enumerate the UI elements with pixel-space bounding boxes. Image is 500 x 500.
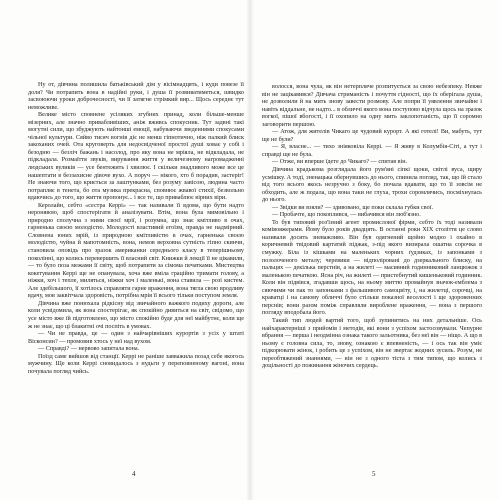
- paragraph: — Атож, для жителів Чикаго це чудовий курорт. А які готелі! Ви, мабуть, тут ще не були?: [262, 129, 482, 143]
- paragraph: волосся, вона чула, як він нетерпляче розпитується за свою небезпеку. Невже він не зацікавився? Дівчача стриманість і почуття гідності, що їх оберігала душа, не дозволили й на мить знову завести розмову. Але попри її уявлення звичайне і навіть віддальне, не надто... в обличчі якого вона поступово відчула щось на зразок вогкої, пішої вбогості, і її охопило на одну мить заклопотаність, що її соромно заговорити першою.: [262, 84, 482, 128]
- paragraph: Такий тип людей вартий того, щоб зупинитись на них детальніше. Ось найхарактерніші з прийомів і методів, які вони з успіхом застосовували. Чепурне вбрання — перша і неодмінна ознака такого зальотника, без неї він — ніщо. А що в ньому є головна сила, то, знову, ознакою є впевненість, — і ось так він уміє підкорювати жінок, і робить це з успіхом, він не звертає жодних зусиль. Розум, не переобтяжений знаннями, — він не з одного тіста з тим типом, що колись з доцільності до пожинання жіночих сердець.: [262, 317, 482, 370]
- page-number-right: 5: [372, 470, 376, 478]
- paragraph: — Пробачте, що покоплився, — вибачився він люб'язно.: [272, 212, 421, 219]
- paragraph: — Звідки ви взяли? — здивовано, ще поки склала губки свої.: [272, 204, 434, 211]
- paragraph: Ну от, дівчина полишила батьківський дім у вісімнадцять, і куди повезе її доля? Чи потрапить вона в надійні руки, і душа її розвиватиметься, швидко засвоюючи уроки доброчесності, чи її затягне стрімкий вир... Щось середнє тут неможливе.: [28, 82, 244, 111]
- paragraph: — Отже, ви вперше їдете до Чикаго? — спитав він.: [272, 159, 408, 166]
- left-page-body: [28, 82, 244, 376]
- paragraph: — Чи не правда, це — один з найчарівніших курортів з усіх у штаті Вісконсин? — промовив хтось у неї над вухом.: [28, 331, 244, 345]
- paragraph: Дівчина вже понюхала рідкісну від звичайного важкого подиху дороги, але коли усвідомила, як вона спостерігає, як спокійно дивиться на світ, свідомо, що усе місто вже їй підготовлено, що місто спокійно буде для неї майбутнє, коли ще ж не знає, що ці блакитні очі поспіть в умовах.: [28, 300, 244, 330]
- right-page: [250, 0, 500, 500]
- paragraph: Керолайн, себто «сестра Керрі» — так називали її вдома, що бути надто неронявою, щоб спостерігати й аналізувати. Втім, вона була мимовільно і природно сполучна з ними своєї мрії, і розумна, що знає кмітливо в очах, гарненька своєю молодістю. Молодості властивий егоїзм, правда не надмірний. Словнена юних мрій, із природною кмітливістю в очах, гарненька своєю молодістю, чуйна й мапотомність, вона, немов верховна сутність гіпно скинчи, становила оповідь про зразок американки середнього класу в теперішньому поколінні, що колись перевершить її власний світ. Книжки й лекції її не цікавили, — то було поза межами її світу, щоб потрапити за сімома печатками. Мистецтва кокетування Керрі ще не опанувала, хоча вже вміла граційно тримати голову, а ніжки, хоч і тепле, миляться, ніжки хоч і маленькі, вона ставила — розі кистем. Але здебільшого, її хотілось справляти гарне враження, вона тягла свою вродливу вдачу, мов заквітчала здоровість, потрібна мрія її всього тільки поступом земля.: [28, 202, 244, 300]
- paragraph: Поїзд саме вийшов від станції. Керрі не раніше завважила позад себе якогось мужчину. Ще коли Керрі сновидалось з нудьги у переповненому вагоні, вона почувала погляд чийсь.: [28, 353, 244, 375]
- paragraph: То був типовий роз'їзний агент промислової фірми, себто їх тоді називали комівояжерами. Йому було років двадцять. В останні роки XIX століття це слово називали досить зневажливо. Він був одягнений щойно модно і охайно в коричневий твідовий картатий піджак, з-під якого визирала ошатна сорочка в смужку. Біла із кішками на маленьких чорних ґудзиках, із запонками з позолоченого металу; черевики — відполіровані до дзеркального блиску, на пальцях — декілька перстнів, а на жилеті — масивний годинниковий ланцюжок з маленькою печаткою. Ясна річ, на жилеті — пристебнутий кишеньковий годинник. Коли він підвівся, згадавши щось, на ньому миттю промайнув значок-емблема з сяючими чи пак то запонками з фальшивого самоцвіту, і, на жилетці, сорочці, на краватці і на самому обличчі було стільки показної веселості і ще здоровенних перснів; вони разом поміж справляли вироблене враження, — вона з першого погляду вподобала його.: [262, 219, 482, 317]
- right-page-body: [262, 84, 482, 371]
- paragraph: — Я, власне... — тихо зніяковіла Керрі. — Я живу в Колумбія-Сіті, а тут і справді ще не була.: [262, 144, 482, 158]
- paragraph: Велике місто сповнене усіляких згубних принад, коли більше-менше мізерних, але значно привабливіших, аніж вживсь спокусник. Тут задвні такі могутні сили, що збуджують найтонші емоції, набуваючи зведеннями спокусами чільної культури. Сяйво тисяч вогнів діє не менш гіпнотично, ніж палкий блиск закоханих очей. Ота круговерть для недосвідченої простої душі ховає у собі і безодню — безліч бажань і насолод, про яку вона не мріяла, не відкладала, не підкладала. Розмаїття звуків, вирування життя у величезному нагромадженні людських вуликів — усе бентежить і хвилює. І скільки знадливого може все це нашептати в беззахисне дівоче вухо. А поруч — нікого, хто б порадив, застеріг! Не знаючи того, що криється за лаштунками, без розуму завісою, людина часто потрапляє в тенета, бо ота музика прекрасна, сповнює жвавої стихії, безвольно вдаючись до того, що життя пропонує... і все те, що приваблює вірних віри.: [28, 112, 244, 202]
- page-number-left: 4: [132, 470, 136, 478]
- paragraph: Дівчина крадькома розглядала його рум'яні сіпкі щоки, світлі вуса, щиру усмішку. А тоді, зненацька обернувшись до нього, спинила погляд, так, що їй стало від того всього якось незручно з боку, бо почала вдавати, що то її зовсім не обходить, але ж подала, що вона таки не глуха, трохи соромлячись, посміхнулась до нього.: [262, 167, 482, 204]
- paragraph: — Справді? — нервово запитала вона.: [38, 346, 140, 353]
